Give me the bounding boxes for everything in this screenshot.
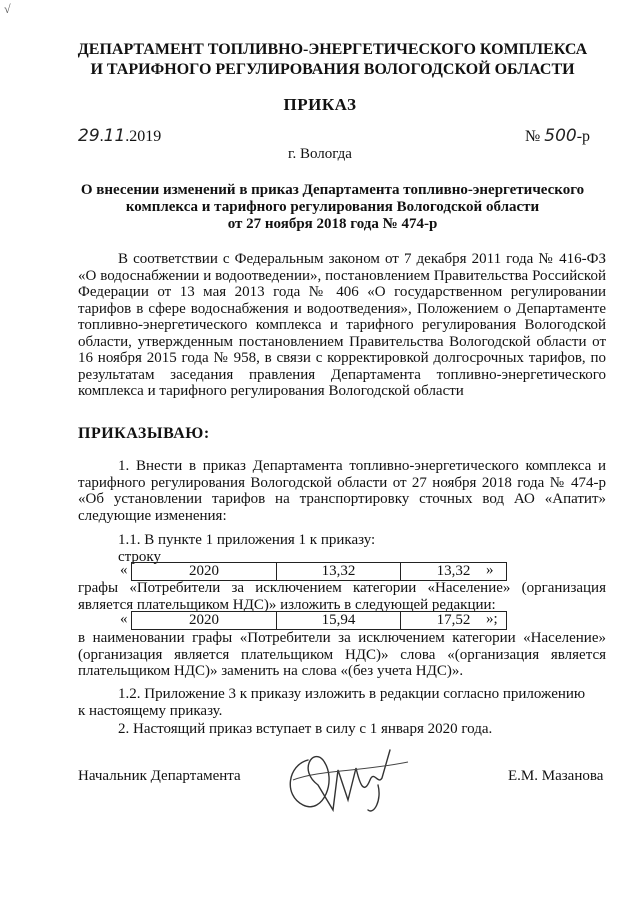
row-label: строку xyxy=(118,549,161,565)
after-text: в наименовании графы «Потребители за исключением категории «Население» (организация является плательщиком НДС)» слова «(организация является плательщиком НДС)» заменить на слова «(без учета НДС)». xyxy=(78,630,606,679)
document-type: ПРИКАЗ xyxy=(283,95,357,114)
document-number xyxy=(525,126,590,146)
item-1-2-line1: 1.2. Приложение 3 к приказу изложить в редакции согласно приложению xyxy=(118,686,586,702)
row-old-year: 2020 xyxy=(132,563,277,581)
signatory-title: Начальник Департамента xyxy=(78,768,241,784)
handwritten-signature xyxy=(278,740,418,820)
row-new-value2: 17,52 xyxy=(401,612,507,630)
date-day: 29 xyxy=(78,126,100,146)
row-new-close-quote: »; xyxy=(486,611,498,627)
department-header-line1: ДЕПАРТАМЕНТ ТОПЛИВНО-ЭНЕРГЕТИЧЕСКОГО КОМПЛЕКСА xyxy=(77,41,588,58)
subject-line1: О внесении изменений в приказ Департамента топливно-энергетического xyxy=(80,182,585,198)
department-header-line2: И ТАРИФНОГО РЕГУЛИРОВАНИЯ ВОЛОГОДСКОЙ ОБЛАСТИ xyxy=(90,61,575,78)
row-old-value1: 13,32 xyxy=(277,563,401,581)
city: г. Вологда xyxy=(288,146,352,162)
number-value: 500 xyxy=(544,126,577,146)
signatory-name: Е.М. Мазанова xyxy=(508,768,604,784)
tariff-row-new xyxy=(131,611,507,630)
number-suffix: -р xyxy=(576,128,591,145)
item-2: 2. Настоящий приказ вступает в силу с 1 января 2020 года. xyxy=(118,721,493,737)
row-old-open-quote: « xyxy=(120,562,128,578)
subject-line3: от 27 ноября 2018 года № 474-р xyxy=(227,216,438,232)
middle-text: графы «Потребители за исключением категории «Население» (организация является плательщиком НДС)» изложить в следующей редакции: xyxy=(78,580,606,613)
preamble xyxy=(78,251,606,400)
corner-mark: √ xyxy=(4,2,11,16)
tariff-row-old xyxy=(131,562,507,581)
table-row xyxy=(132,563,507,581)
decree-heading: ПРИКАЗЫВАЮ: xyxy=(78,425,210,442)
item-1-2-line2: к настоящему приказу. xyxy=(78,703,223,719)
document-date: 29.11.2019 xyxy=(78,126,162,146)
date-year: .2019 xyxy=(125,128,162,145)
preamble-text: В соответствии с Федеральным законом от 7 декабря 2011 года № 416-ФЗ «О водоснабжении и водоотведении», постановлением Правительства Российской Федерации от 13 мая 2013 года № 406 «О государственном регулировании тарифов в сфере водоснабжения и водоотведения», Положением о Департаменте топливно-энергетического комплекса и тарифного регулирования Вологодской области, утвержденным постановлением Правительства Вологодской области от 16 ноября 2015 года № 958, в связи с корректировкой долгосрочных тарифов, по результатам заседания правления Департамента топливно-энергетического комплекса и тарифного регулирования Вологодской области xyxy=(78,251,606,399)
date-month: 11 xyxy=(103,126,126,146)
row-old-value2: 13,32 xyxy=(401,563,507,581)
subject-line2: комплекса и тарифного регулирования Вологодской области xyxy=(125,199,540,215)
item-1: 1. Внести в приказ Департамента топливно-энергетического комплекса и тарифного регулирования Вологодской области от 27 ноября 2018 года № 474-р «Об установлении тарифов на транспортировку сточных вод АО «Апатит» следующие изменения: xyxy=(78,458,606,524)
row-new-open-quote: « xyxy=(120,611,128,627)
number-prefix: № xyxy=(525,128,541,145)
table-row xyxy=(132,612,507,630)
row-new-value1: 15,94 xyxy=(277,612,401,630)
row-new-year: 2020 xyxy=(132,612,277,630)
row-old-close-quote: » xyxy=(486,562,494,578)
item-1-1: 1.1. В пункте 1 приложения 1 к приказу: xyxy=(118,532,376,548)
